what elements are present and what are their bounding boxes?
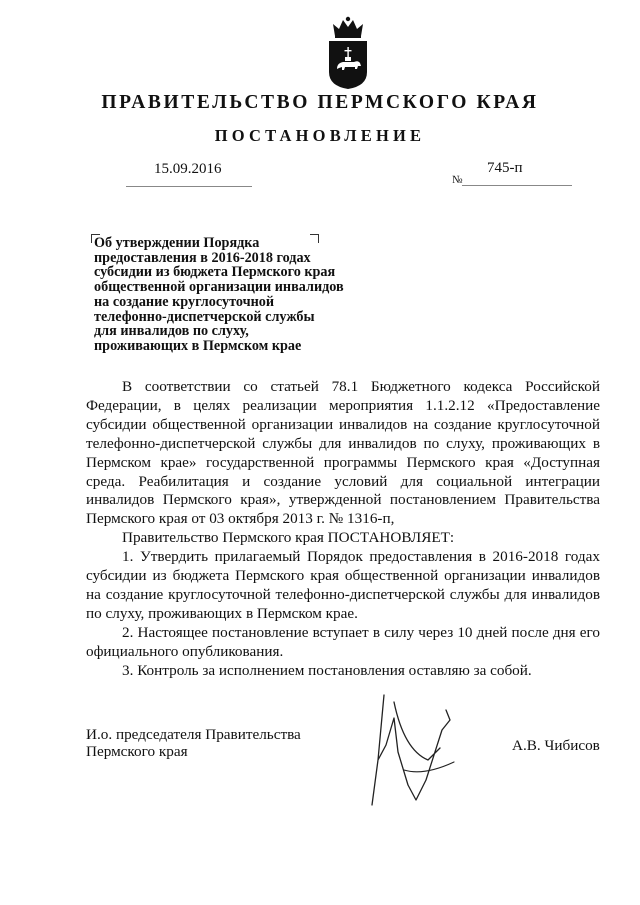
subject-line: телефонно-диспетчерской службы	[94, 308, 315, 325]
subject-line: на создание круглосуточной	[94, 293, 275, 310]
number-label: №	[452, 174, 463, 186]
subject-line: для инвалидов по слуху,	[94, 323, 249, 340]
position-line: Пермского края	[86, 742, 188, 760]
perm-krai-coat-of-arms-icon	[325, 14, 371, 90]
document-type: ПОСТАНОВЛЕНИЕ	[214, 126, 426, 145]
clause-2: 2. Настоящее постановление вступает в силу через 10 дней после дня его официального опубликования.	[86, 623, 600, 660]
document-date: 15.09.2016	[154, 161, 222, 177]
document-number: 745-п	[487, 160, 523, 176]
handwritten-signature-icon	[364, 690, 474, 810]
subject-line: проживающих в Пермском крае	[94, 337, 302, 354]
subject-line: общественной организации инвалидов	[94, 279, 344, 296]
document-body	[86, 378, 600, 681]
document-subject	[94, 236, 394, 354]
position-line: И.о. председателя Правительства	[86, 726, 301, 743]
signatory-name: А.В. Чибисов	[512, 737, 600, 754]
subject-line: Об утверждении Порядка	[94, 235, 260, 251]
subject-line: предоставления в 2016-2018 годах	[94, 249, 311, 266]
signatory-position	[86, 727, 301, 760]
number-underline	[462, 185, 572, 186]
preamble-paragraph: В соответствии со статьей 78.1 Бюджетного кодекса Российской Федерации, в целях реализации мероприятия 1.1.2.12 «Предоставление субсидии общественной организации инвалидов на создание круглосуточной телефонно-диспетчерской службы для инвалидов по слуху, проживающих в Пермском крае» государственной программы Пермского края «Доступная среда. Реабилитация и создание условий для социальной интеграции инвалидов Пермского края», утвержденной постановлением Правительства Пермского края от 03 октября 2013 г. № 1316-п,	[86, 378, 600, 528]
clause-3: 3. Контроль за исполнением постановления оставляю за собой.	[122, 661, 532, 679]
subject-line: субсидии из бюджета Пермского края	[94, 264, 336, 281]
date-underline	[126, 186, 252, 187]
organization-title: ПРАВИТЕЛЬСТВО ПЕРМСКОГО КРАЯ	[101, 92, 539, 113]
resolution-statement: Правительство Пермского края ПОСТАНОВЛЯЕТ:	[122, 529, 455, 547]
clause-1: 1. Утвердить прилагаемый Порядок предоставления в 2016-2018 годах субсидии из бюджета Пермского края общественной организации инвалидов на создание круглосуточной телефонно-диспетчерской службы для инвалидов по слуху, проживающих в Пермском крае.	[86, 548, 600, 622]
